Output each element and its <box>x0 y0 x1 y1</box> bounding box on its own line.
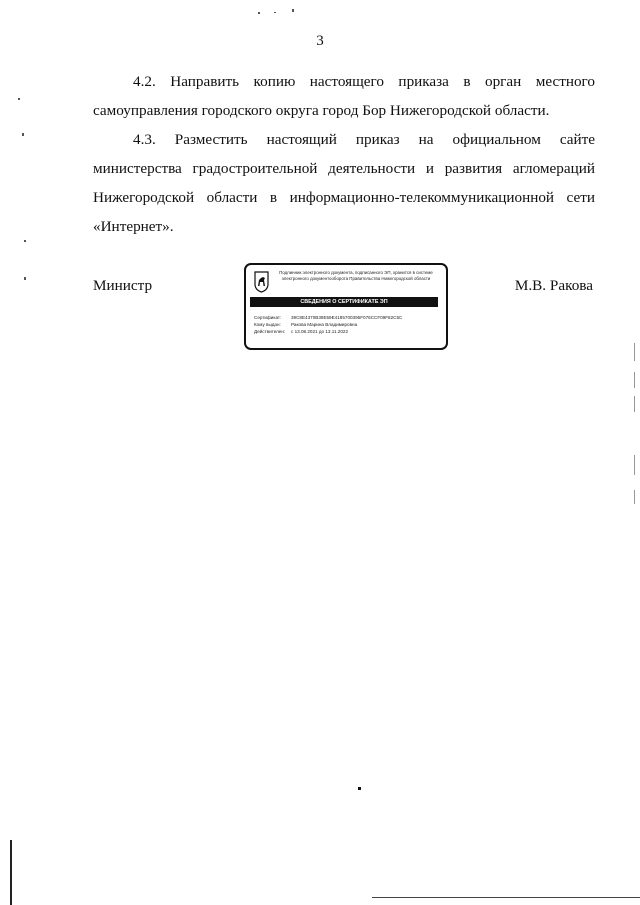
scan-dot <box>24 240 26 242</box>
coat-of-arms-icon <box>254 271 269 293</box>
paragraph-4-3: 4.3. Разместить настоящий приказ на официальном сайте министерства градостроительной деятельности и развития агломераций Нижегородской области в информационно-телекоммуникационной сети «Интернет». <box>93 131 595 235</box>
scan-line <box>634 343 635 361</box>
scan-dot <box>22 133 24 136</box>
electronic-signature-stamp <box>244 263 448 350</box>
scan-dot <box>274 12 276 13</box>
valid-value: с 13.08.2021 до 13.11.2022 <box>291 329 349 334</box>
certificate-label: Сертификат: <box>254 315 282 320</box>
stamp-header: Подлинник электронного документа, подписанного ЭП, хранится в системе электронного документооборота Правительства Нижегородской области <box>279 270 433 281</box>
page-number: 3 <box>316 33 324 49</box>
scan-line <box>634 396 635 412</box>
certificate-row <box>254 315 402 321</box>
stamp-banner: СВЕДЕНИЯ О СЕРТИФИКАТЕ ЭП <box>250 297 438 307</box>
scan-dot <box>292 9 294 12</box>
scan-line <box>634 490 635 504</box>
scan-dot <box>24 277 26 280</box>
scan-edge <box>372 897 640 898</box>
certificate-value: 39C8E4370B39E59E4185700395F076CCF09F82C5C <box>291 315 403 320</box>
scan-dot <box>18 98 20 100</box>
issued-to-row <box>254 322 357 328</box>
scan-line <box>634 372 635 388</box>
scan-dot <box>258 12 260 14</box>
signature-name: М.В. Ракова <box>514 277 593 294</box>
signature-role: Министр <box>93 277 153 294</box>
issued-to-value: Ракова Марина Владимировна <box>291 322 358 327</box>
paragraph-4-2: 4.2. Направить копию настоящего приказа в орган местного самоуправления городского округа город Бор Нижегородской области. <box>93 73 595 119</box>
scan-line <box>634 455 635 475</box>
validity-row <box>254 329 348 335</box>
valid-label: Действителен: <box>254 329 286 334</box>
scan-edge <box>10 840 12 905</box>
issued-to-label: Кому выдан: <box>254 322 281 327</box>
scan-dot <box>358 787 361 790</box>
